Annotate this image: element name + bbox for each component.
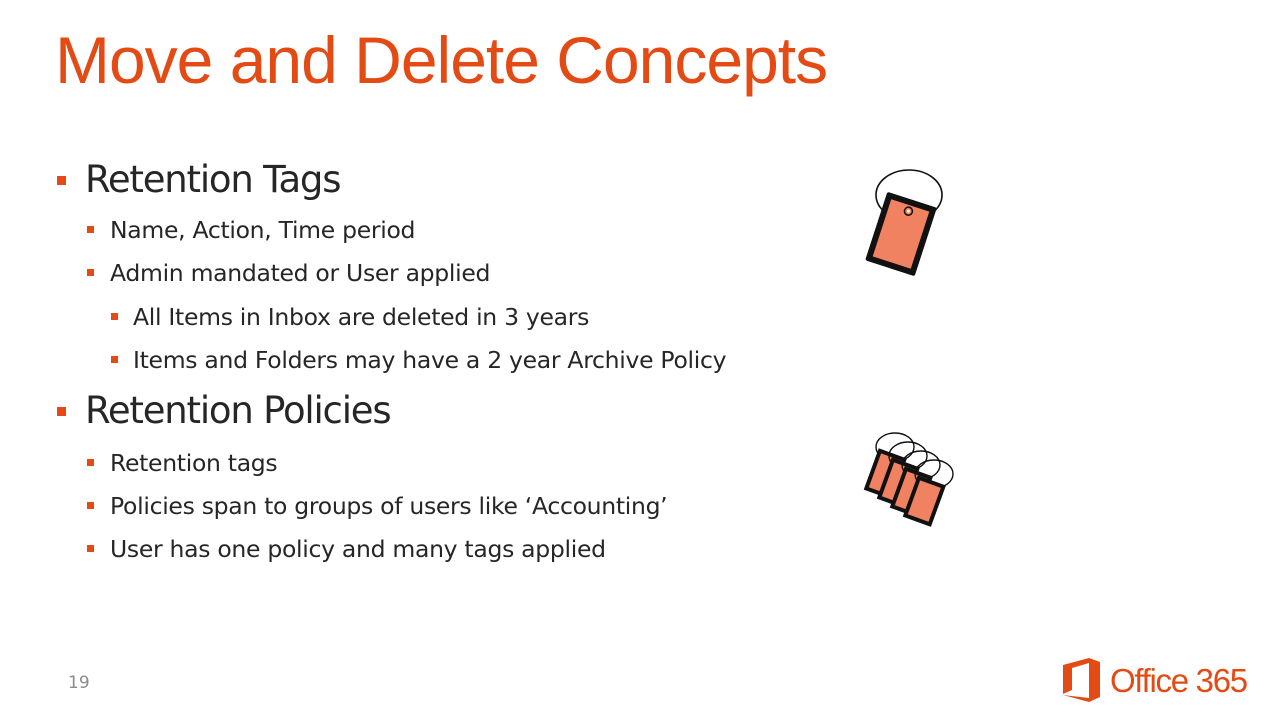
office-logo-icon [1062,657,1102,703]
bullet-subitem [133,302,589,332]
bullet-text: Items and Folders may have a 2 year Archive Policy [133,346,727,374]
bullet-text: All Items in Inbox are deleted in 3 years [133,303,590,331]
bullet-text: Admin mandated or User applied [110,259,491,287]
bullet-item [110,534,606,564]
square-bullet-icon [87,502,94,509]
bullet-item [110,215,415,245]
logo-text: Office 365 [1110,662,1247,699]
square-bullet-icon [57,176,66,185]
bullet-text: Retention Policies [85,389,391,432]
square-bullet-icon [111,356,118,363]
bullet-item [110,448,277,478]
square-bullet-icon [57,407,66,416]
bullet-text: User has one policy and many tags applied [110,535,606,563]
bullet-subitem [133,345,726,375]
square-bullet-icon [111,313,118,320]
square-bullet-icon [87,545,94,552]
bullet-item [110,491,667,521]
square-bullet-icon [87,269,94,276]
bullet-text: Retention Tags [85,158,341,201]
price-tag-icon [845,160,955,280]
bullet-heading-retention-policies [85,389,390,433]
square-bullet-icon [87,459,94,466]
office-365-logo [1062,655,1262,707]
price-tag-stack-icon [855,425,980,540]
bullet-text: Policies span to groups of users like ‘Accounting’ [110,492,668,520]
slide-title: Move and Delete Concepts [55,23,828,97]
page-number: 19 [68,673,90,693]
square-bullet-icon [87,226,94,233]
bullet-text: Retention tags [110,449,278,477]
bullet-item [110,258,490,288]
bullet-text: Name, Action, Time period [110,216,416,244]
bullet-heading-retention-tags [85,158,340,202]
